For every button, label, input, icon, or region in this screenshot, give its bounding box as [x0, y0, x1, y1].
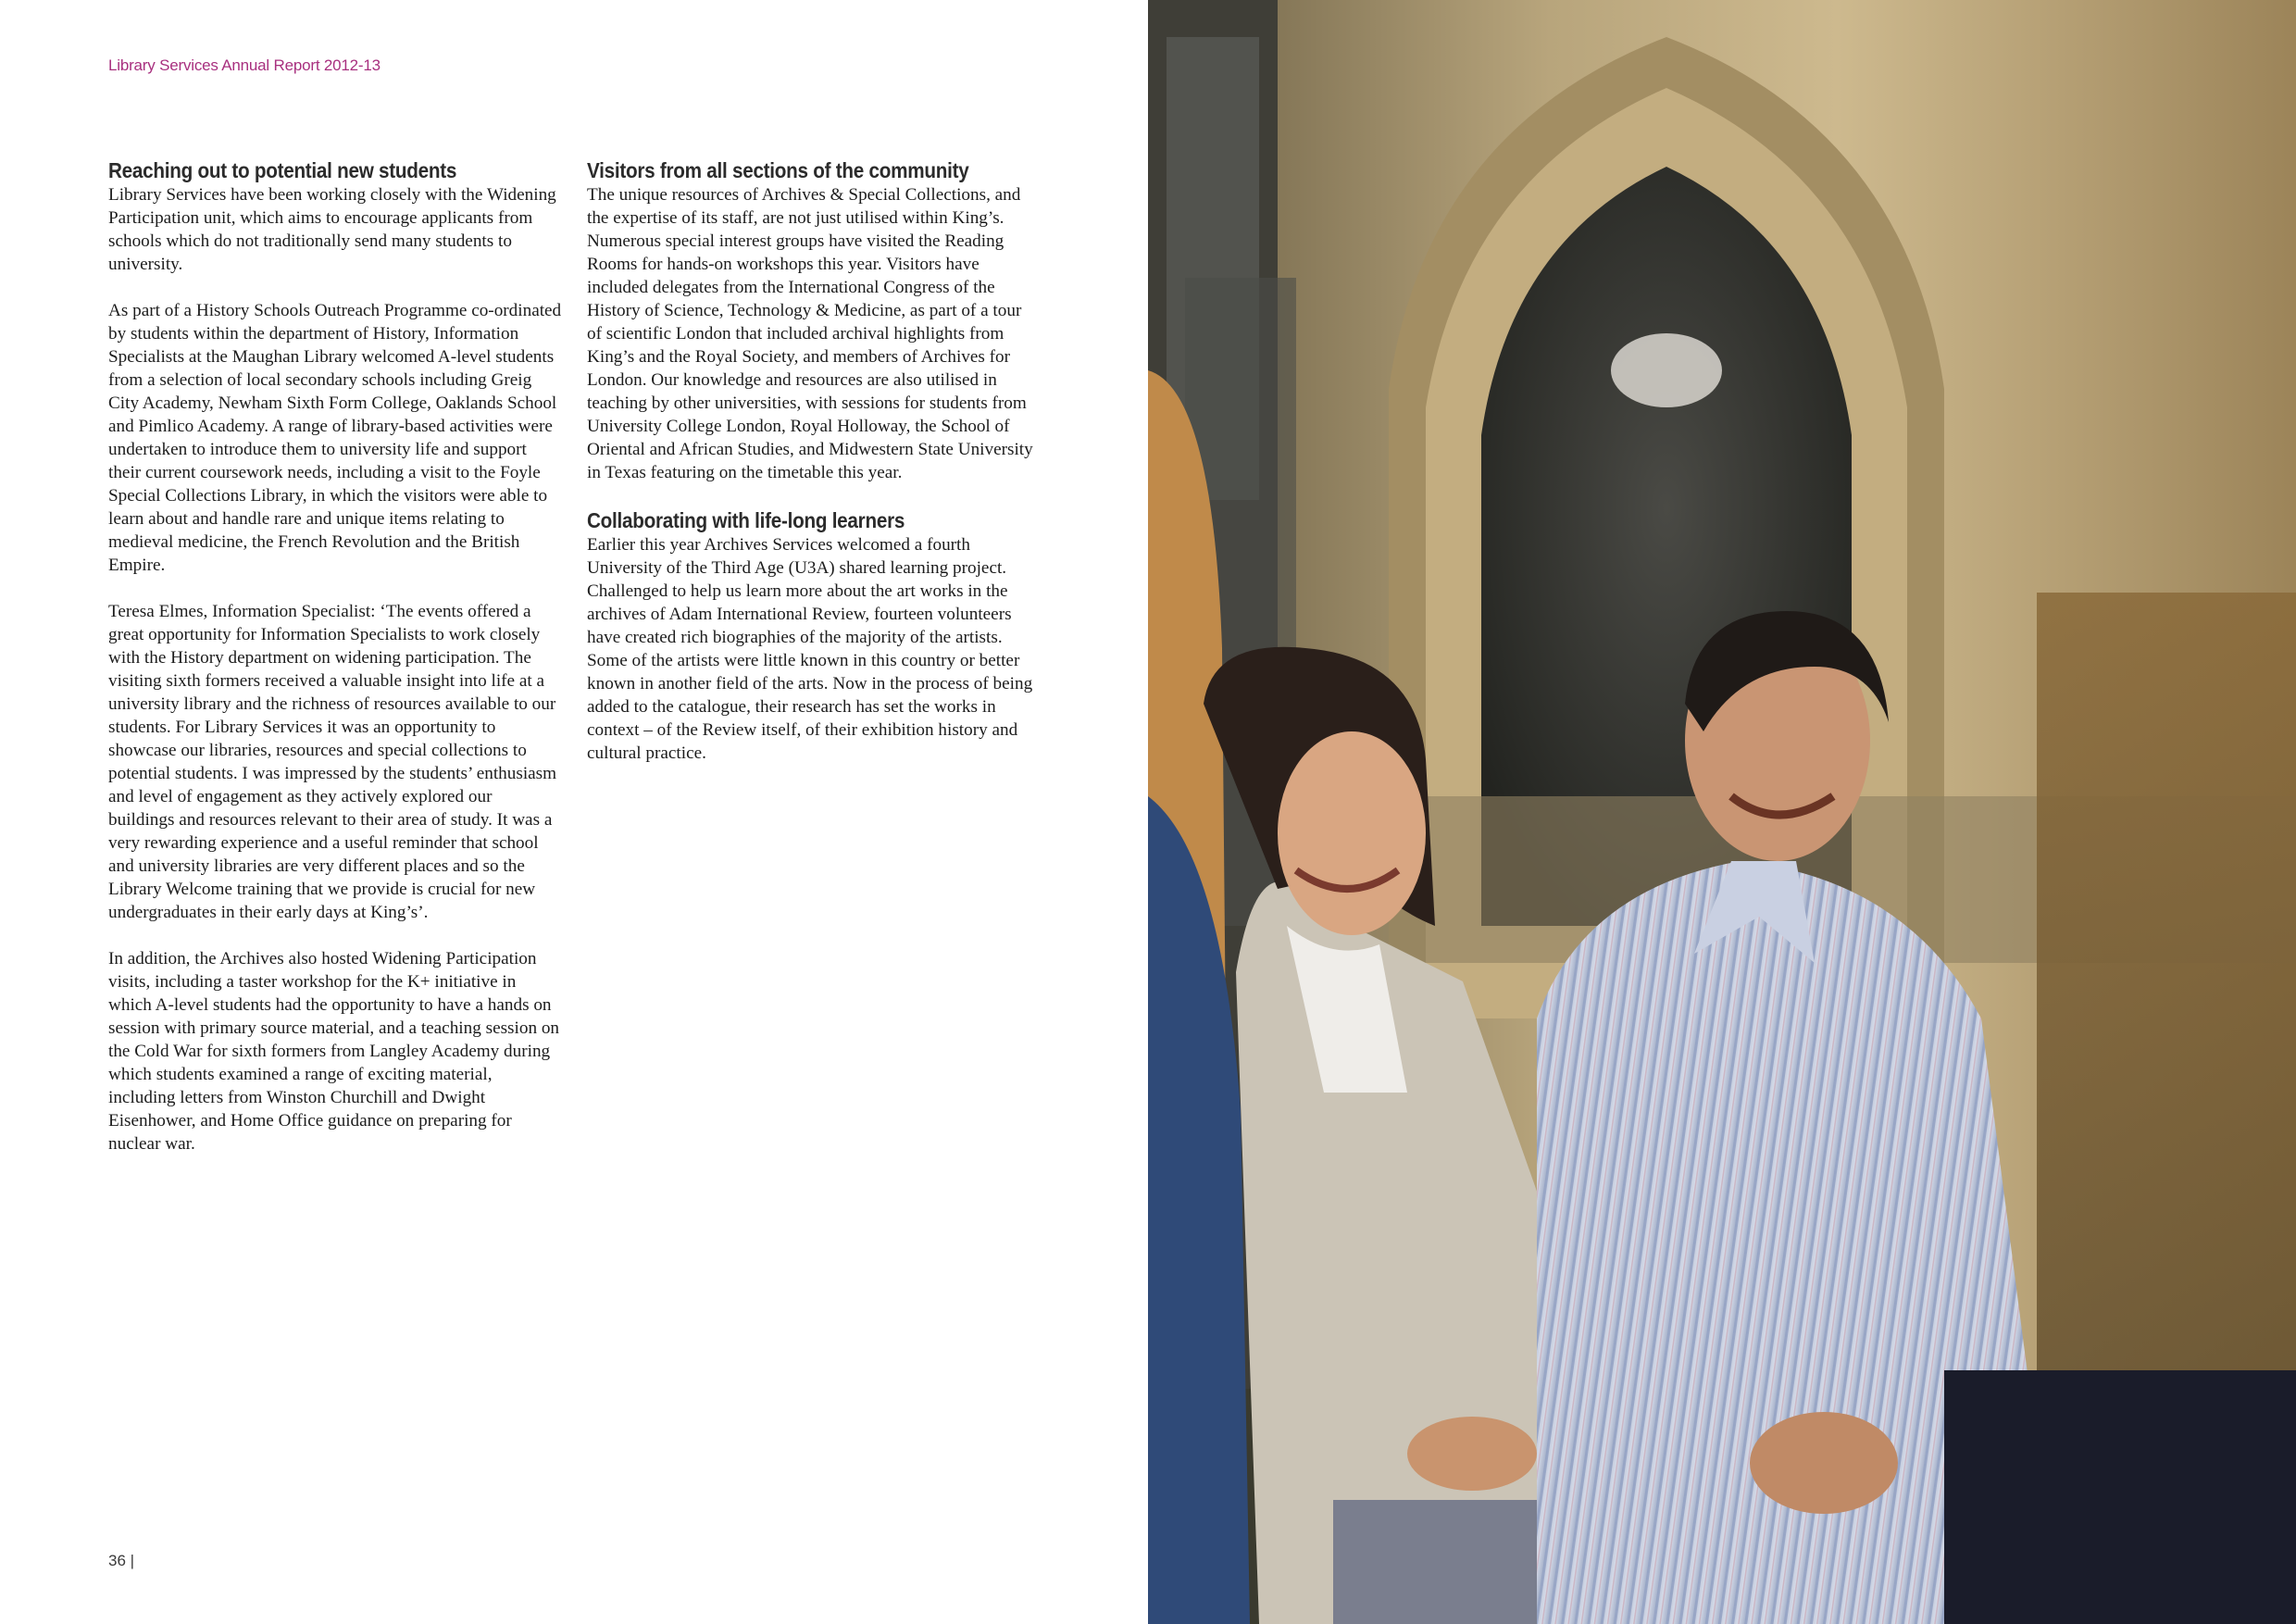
paragraph: Library Services have been working closely with the Widening Participation unit, which aims to encourage applicants from schools which do not traditionally send many students to university.	[108, 185, 556, 274]
column-right	[587, 157, 1041, 788]
section-heading-outreach: Reaching out to potential new students	[108, 158, 457, 182]
page-number: 36 |	[108, 1552, 135, 1569]
running-title: Library Services Annual Report 2012-13	[108, 56, 381, 74]
paragraph: Teresa Elmes, Information Specialist: ‘The events offered a great opportunity for Information Specialists to work closely with the History department on widening participation. The visiting sixth formers received a valuable insight into life at a university library and the richness of resources available to our students. For Library Services it was an opportunity to showcase our libraries, resources and special collections to potential students. I was impressed by the students’ enthusiasm and level of engagement as they actively explored our buildings and resources relevant to their area of study. It was a very rewarding experience and a useful reminder that school and university libraries are very different places and so the Library Welcome training that we provide is crucial for new undergraduates in their early days at King’s’.	[108, 602, 557, 922]
paragraph: As part of a History Schools Outreach Programme co-ordinated by students within the department of History, Information Specialists at the Maughan Library welcomed A-level students from a selection of local secondary schools including Greig City Academy, Newham Sixth Form College, Oaklands School and Pimlico Academy. A range of library-based activities were undertaken to introduce them to university life and support their current coursework needs, including a visit to the Foyle Special Collections Library, in which the visitors were able to learn about and handle rare and unique items relating to medieval medicine, the French Revolution and the British Empire.	[108, 301, 562, 575]
students-photo-illustration	[1148, 0, 2296, 1624]
students-photo	[1148, 0, 2296, 1624]
column-left	[108, 157, 562, 1179]
paragraph: In addition, the Archives also hosted Widening Participation visits, including a taster workshop for the K+ initiative in which A-level students had the opportunity to have a hands on session with primary source material, and a teaching session on the Cold War for sixth formers from Langley Academy during which students examined a range of exciting material, including letters from Winston Churchill and Dwight Eisenhower, and Home Office guidance on preparing for nuclear war.	[108, 949, 560, 1154]
paragraph: The unique resources of Archives & Special Collections, and the expertise of its staff, are not just utilised within King’s. Numerous special interest groups have visited the Reading Rooms for hands-on workshops this year. Visitors have included delegates from the International Congress of the History of Science, Technology & Medicine, as part of a tour of scientific London that included archival highlights from King’s and the Royal Society, and members of Archives for London. Our knowledge and resources are also utilised in teaching by other universities, with sessions for students from University College London, Royal Holloway, the School of Oriental and African Studies, and Midwestern State University in Texas featuring on the timetable this year.	[587, 185, 1033, 482]
paragraph: Earlier this year Archives Services welcomed a fourth University of the Third Age (U3A) shared learning project. Challenged to help us learn more about the art works in the archives of Adam International Review, fourteen volunteers have created rich biographies of the majority of the artists. Some of the artists were little known in this country or better known in another field of the arts. Now in the process of being added to the catalogue, their research has set the works in context – of the Review itself, of their exhibition history and cultural practice.	[587, 535, 1033, 763]
section-heading-visitors: Visitors from all sections of the community	[587, 158, 969, 182]
section-heading-life-long-learners: Collaborating with life-long learners	[587, 508, 905, 532]
